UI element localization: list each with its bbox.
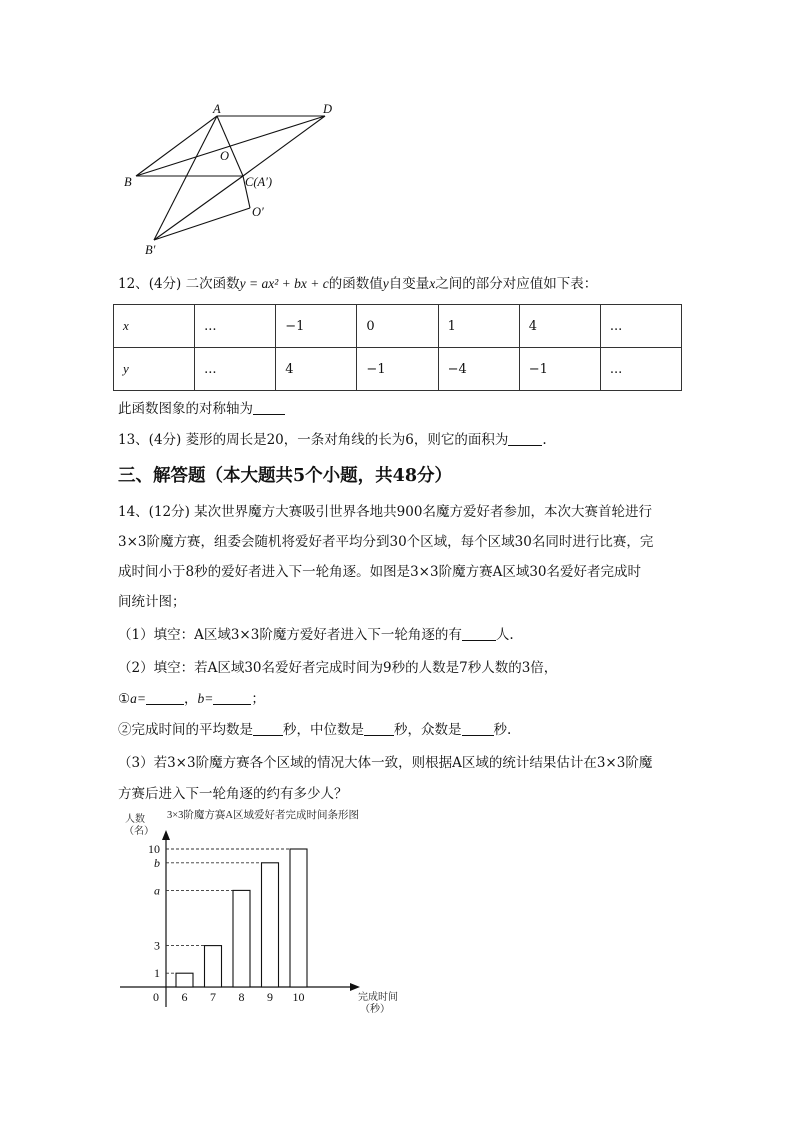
category-label: 6: [181, 990, 188, 1004]
category-label: 10: [292, 990, 305, 1004]
chart-title: 3×3阶魔方赛A区域爱好者完成时间条形图: [167, 810, 360, 821]
table-cell: ...: [600, 348, 681, 391]
table-cell: 4: [276, 348, 357, 391]
x-axis-label-top: 完成时间: [358, 992, 398, 1003]
question-14-line-3: 成时间小于8秒的爱好者进入下一轮角逐。如图是3×3阶魔方赛A区域30名爱好者完成时: [118, 564, 642, 580]
table-cell: −4: [438, 348, 519, 391]
category-label: 9: [267, 990, 273, 1004]
label-c-a-prime: C(A′): [245, 175, 273, 189]
question-12-answer: 此函数图象的对称轴为: [118, 400, 285, 418]
answer-blank[interactable]: [462, 627, 496, 641]
table-row: [114, 348, 682, 391]
bar-chart: [110, 800, 430, 1020]
ytick-label: b: [154, 855, 160, 870]
ytick-label: 3: [154, 938, 160, 953]
y-axis-label-top: 人数: [125, 814, 145, 825]
category-label: 8: [238, 990, 245, 1004]
table-cell: y: [114, 348, 195, 391]
question-14-line-1: 14、(12分) 某次世界魔方大赛吸引世界各地共900名魔方爱好者参加，本次大赛首轮进行: [118, 504, 652, 520]
question-14-part-2a: ①a= ，b= ；: [118, 691, 265, 707]
question-14-part-2b: ②完成时间的平均数是 秒，中位数是 秒，众数是 秒.: [118, 722, 512, 738]
x-axis-label-bottom: （秒）: [360, 1004, 390, 1015]
geometry-figure: [110, 95, 350, 265]
answer-blank-a[interactable]: [146, 691, 184, 705]
y-axis-label-bottom: （名）: [124, 826, 154, 837]
table-cell: 1: [438, 305, 519, 348]
label-d: D: [323, 102, 333, 116]
table-cell: ...: [195, 305, 276, 348]
bar: [205, 946, 222, 987]
function-formula: y = ax² + bx + c: [239, 276, 329, 291]
table-cell: 0: [357, 305, 438, 348]
answer-blank[interactable]: [508, 432, 542, 446]
answer-blank-mode[interactable]: [462, 722, 494, 736]
label-a: A: [213, 102, 221, 116]
bar: [290, 849, 307, 987]
question-12: 12、(4分) 二次函数y = ax² + bx + c的函数值y自变量x之间的部分对应值如下表：: [118, 276, 598, 292]
question-14-line-2: 3×3阶魔方赛，组委会随机将爱好者平均分到30个区域，每个区域30名同时进行比赛，完: [118, 534, 654, 550]
bar: [262, 863, 279, 987]
question-14-part-2: （2）填空：若A区域30名爱好者完成时间为9秒的人数是7秒人数的3倍，: [118, 660, 558, 676]
ytick-label: 10: [148, 842, 160, 856]
ytick-label: a: [154, 883, 160, 898]
question-14-part-1: （1）填空：A区域3×3阶魔方爱好者进入下一轮角逐的有 人.: [118, 627, 514, 643]
category-label: 7: [210, 990, 216, 1004]
table-cell: −1: [519, 348, 600, 391]
value-table: [113, 304, 682, 391]
answer-blank-b[interactable]: [213, 691, 251, 705]
question-14-part-3-line-1: （3）若3×3阶魔方赛各个区域的情况大体一致，则根据A区域的统计结果估计在3×3阶魔: [118, 755, 653, 771]
label-o: O: [220, 149, 230, 163]
table-cell: ...: [600, 305, 681, 348]
label-b: B: [124, 175, 132, 189]
answer-blank[interactable]: [253, 401, 285, 415]
origin-label: 0: [153, 990, 159, 1004]
label-b-prime: B′: [145, 243, 156, 257]
section-heading: 三、解答题（本大题共5个小题，共48分）: [118, 466, 453, 486]
ytick-label: 1: [154, 966, 160, 981]
answer-blank-median[interactable]: [364, 722, 394, 736]
bar: [176, 973, 193, 987]
table-cell: x: [114, 305, 195, 348]
question-13: 13、(4分) 菱形的周长是20，一条对角线的长为6，则它的面积为 .: [118, 432, 547, 448]
label-o-prime: O′: [252, 205, 264, 219]
question-14-line-4: 间统计图；: [118, 594, 186, 610]
question-14-part-3-line-2: 方赛后进入下一轮角逐的约有多少人？: [118, 786, 348, 802]
answer-blank-mean[interactable]: [253, 722, 283, 736]
bar: [233, 890, 250, 987]
table-row: [114, 305, 682, 348]
table-cell: −1: [357, 348, 438, 391]
table-cell: −1: [276, 305, 357, 348]
table-cell: 4: [519, 305, 600, 348]
table-cell: ...: [195, 348, 276, 391]
